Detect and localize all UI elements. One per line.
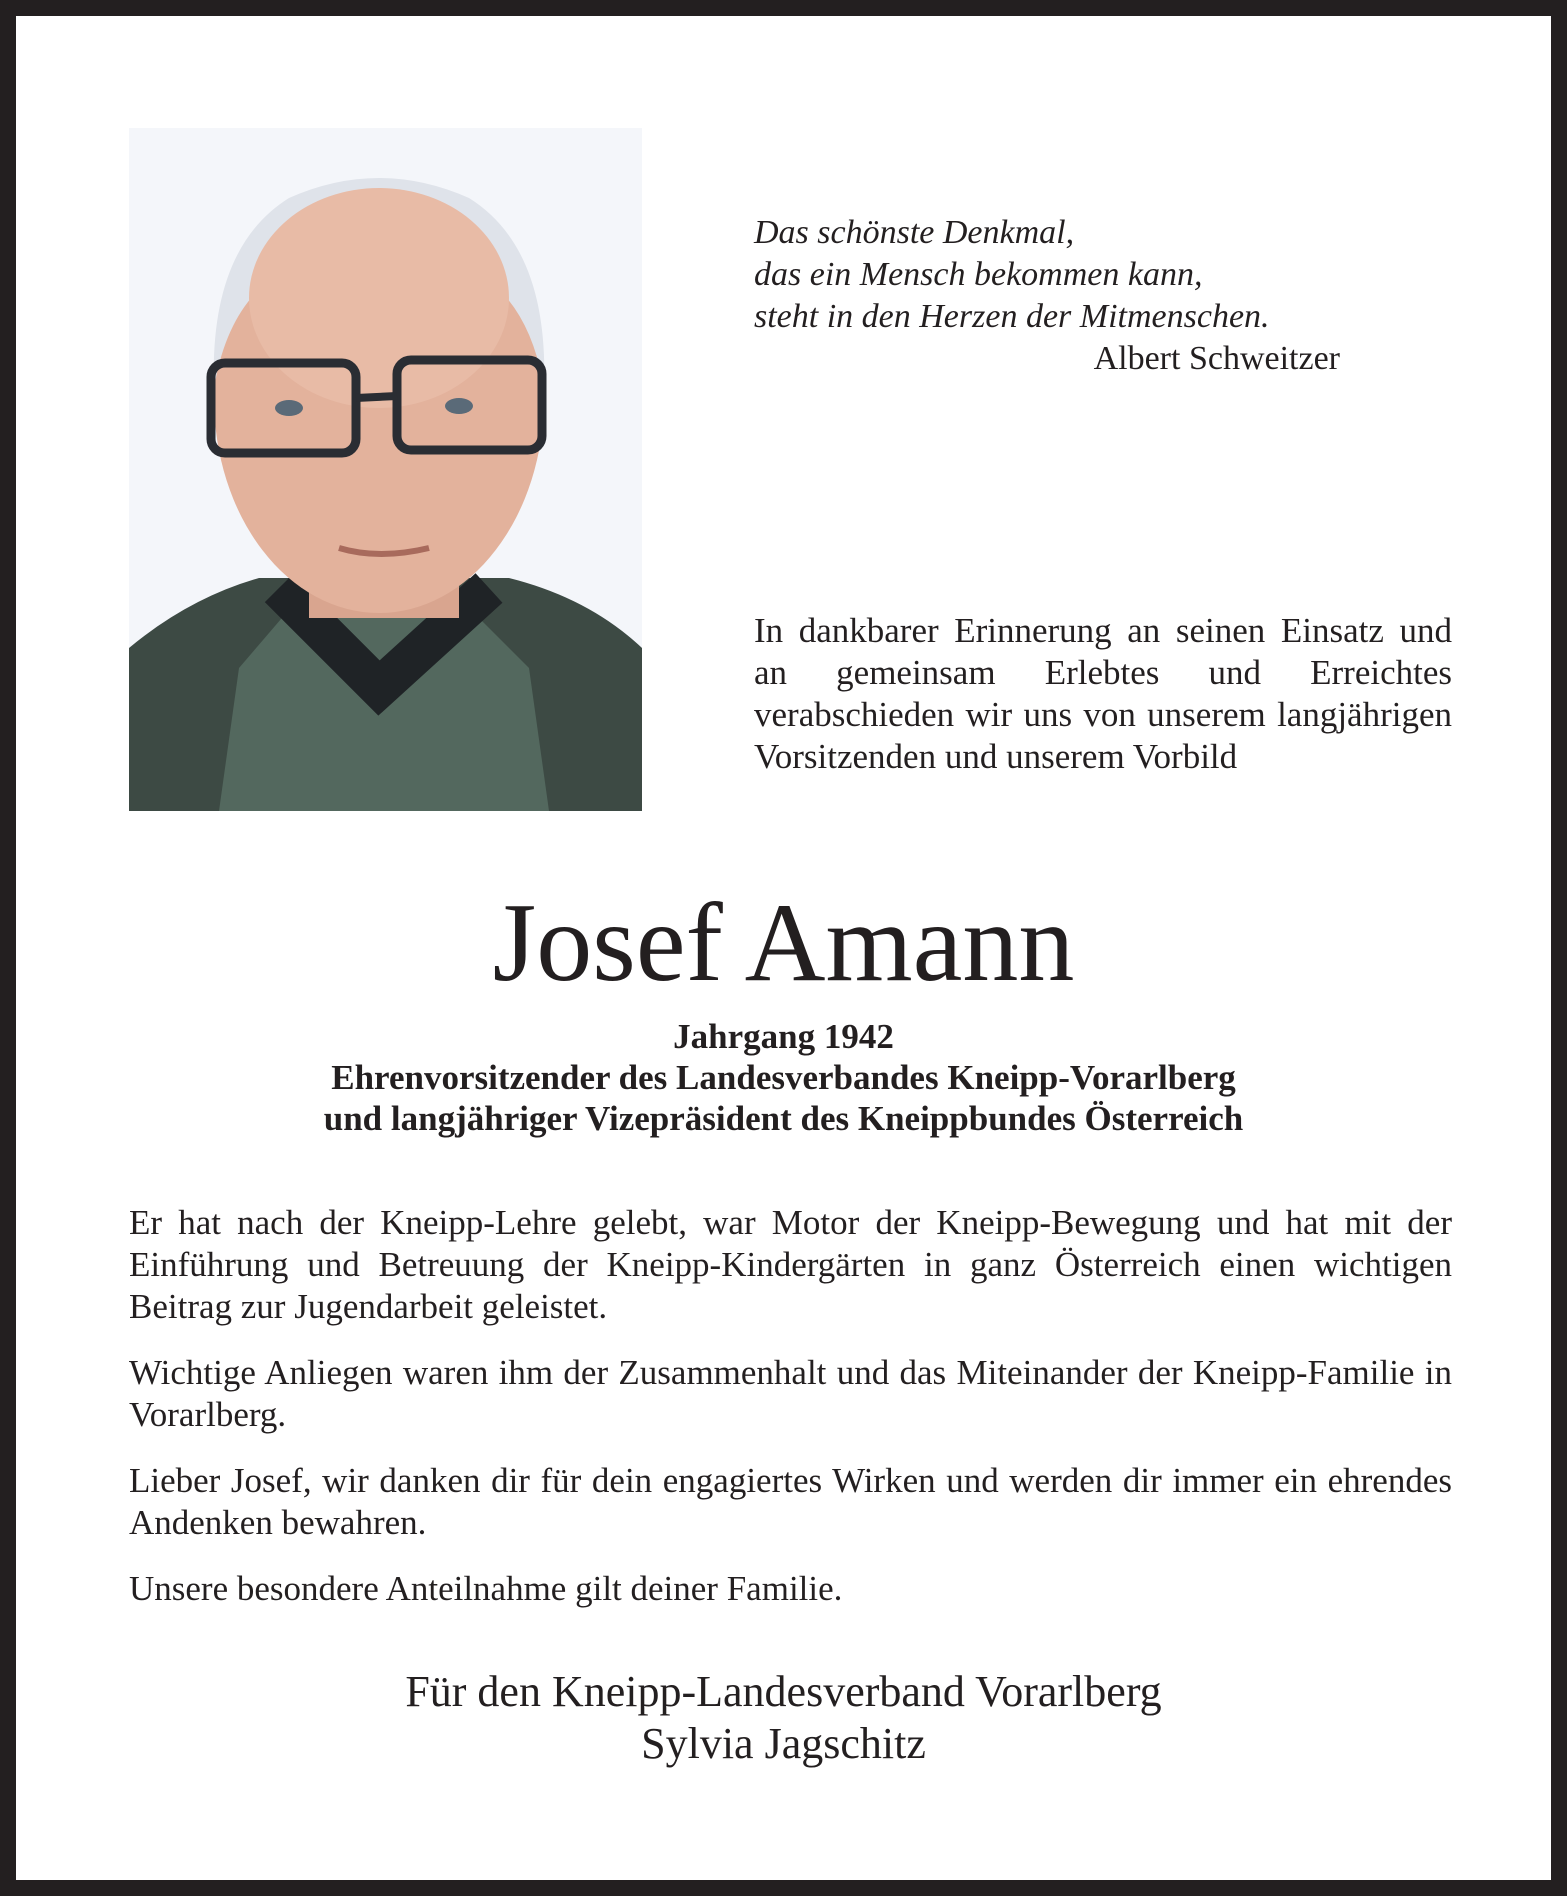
- body-paragraph: Er hat nach der Kneipp-Lehre gelebt, war Motor der Kneipp-Bewegung und hat mit der Einführung und Betreuung der Kneipp-Kindergärten in ganz Österreich einen wichtigen Beitrag zur Jugendarbeit geleistet.: [129, 1203, 1452, 1326]
- birth-year: Jahrgang 1942: [673, 1017, 894, 1056]
- body-paragraph: Unsere besondere Anteilnahme gilt deiner Familie.: [129, 1569, 843, 1608]
- memorial-quote: [754, 212, 1374, 380]
- quote-line: steht in den Herzen der Mitmenschen.: [754, 298, 1270, 335]
- title-line: und langjähriger Vizepräsident des Kneippbundes Österreich: [323, 1099, 1244, 1138]
- quote-author: Albert Schweitzer: [1093, 340, 1340, 377]
- subtitle: [16, 1016, 1551, 1139]
- portrait-photo: [129, 128, 642, 811]
- body-text: [129, 1202, 1452, 1634]
- obituary-page: [16, 16, 1551, 1880]
- body-paragraph: Wichtige Anliegen waren ihm der Zusammenhalt und das Miteinander der Kneipp-Familie in Vorarlberg.: [129, 1353, 1452, 1434]
- body-paragraph: Lieber Josef, wir danken dir für dein engagiertes Wirken und werden dir immer ein ehrendes Andenken bewahren.: [129, 1461, 1452, 1542]
- intro-text: In dankbarer Erinnerung an seinen Einsatz und an gemeinsam Erlebtes und Erreichtes verabschieden wir uns von unserem langjährigen Vorsitzenden und unserem Vorbild: [754, 611, 1452, 776]
- signature-person: Sylvia Jagschitz: [641, 1719, 926, 1768]
- signature-organization: Für den Kneipp-Landesverband Vorarlberg: [405, 1667, 1162, 1716]
- signature: [16, 1666, 1551, 1770]
- quote-line: Das schönste Denkmal,: [754, 214, 1075, 251]
- deceased-name: Josef Amann: [492, 881, 1075, 1005]
- title-line: Ehrenvorsitzender des Landesverbandes Kneipp-Vorarlberg: [331, 1058, 1236, 1097]
- quote-line: das ein Mensch bekommen kann,: [754, 256, 1203, 293]
